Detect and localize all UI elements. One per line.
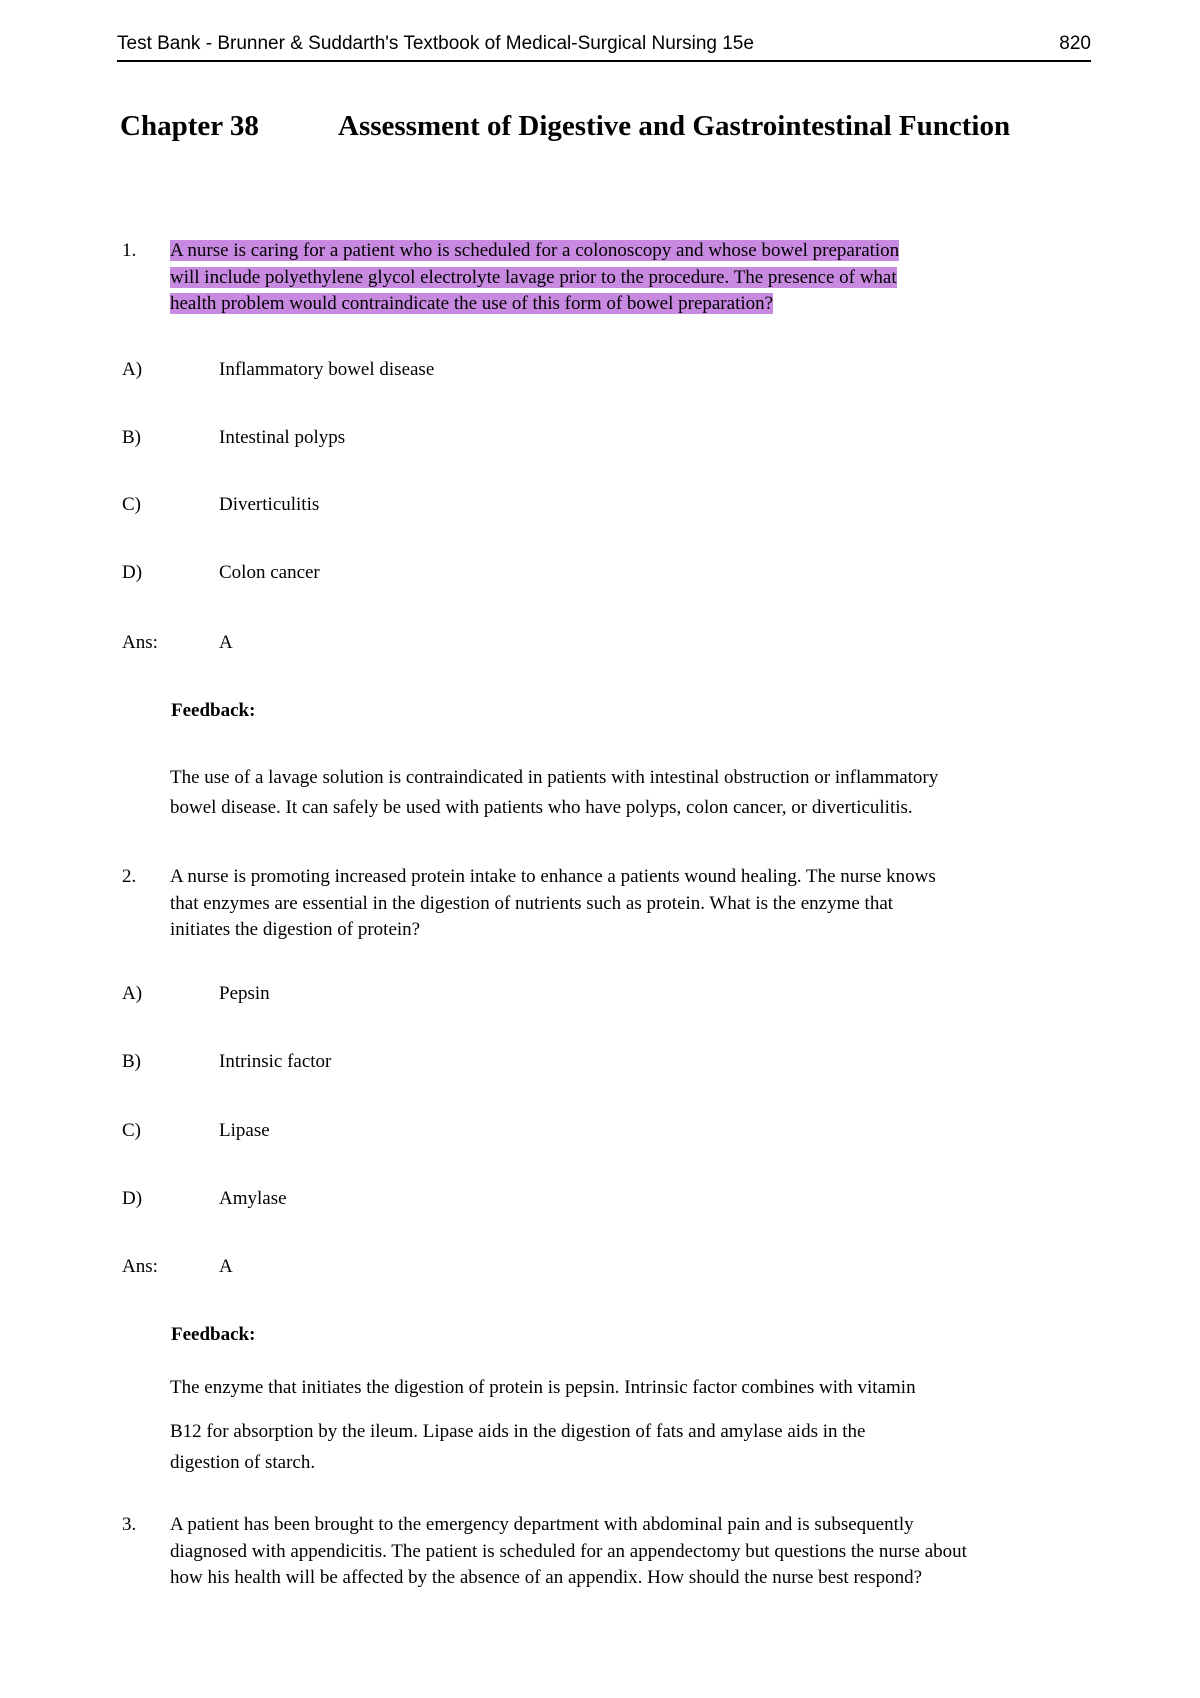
q2-option-a-letter: A) (122, 983, 143, 1004)
question-1-line: A nurse is caring for a patient who is scheduled for a colonoscopy and whose bowel preparation (170, 240, 900, 261)
page-header (117, 28, 1091, 62)
question-3-number: 3. (122, 1514, 137, 1535)
q1-option-b-text: Intestinal polyps (219, 427, 346, 448)
q1-feedback-line: bowel disease. It can safely be used with patients who have polyps, colon cancer, or diverticulitis. (170, 797, 913, 818)
q2-option-c-text: Lipase (219, 1120, 270, 1141)
header-title: Test Bank - Brunner & Suddarth's Textbook of Medical-Surgical Nursing 15e (117, 33, 754, 54)
question-2-line: initiates the digestion of protein? (170, 919, 421, 940)
q2-answer-label: Ans: (122, 1256, 158, 1277)
q1-option-a-letter: A) (122, 359, 143, 380)
question-2-line: A nurse is promoting increased protein intake to enhance a patients wound healing. The nurse knows (170, 866, 936, 887)
q1-option-b-letter: B) (122, 427, 141, 448)
question-1-line: will include polyethylene glycol electrolyte lavage prior to the procedure. The presence of what (170, 266, 897, 288)
q1-option-c-text: Diverticulitis (219, 494, 320, 515)
q2-feedback-line: B12 for absorption by the ileum. Lipase aids in the digestion of fats and amylase aids in the (170, 1421, 866, 1442)
q2-feedback-label: Feedback: (171, 1324, 256, 1345)
question-3-text (170, 1512, 1090, 1592)
q2-option-c-letter: C) (122, 1120, 141, 1141)
question-3-line: A patient has been brought to the emergency department with abdominal pain and is subsequently (170, 1514, 914, 1535)
question-1-number: 1. (122, 240, 137, 261)
q2-answer: A (219, 1256, 233, 1277)
q1-feedback-line: The use of a lavage solution is contraindicated in patients with intestinal obstruction or inflammatory (170, 767, 939, 788)
q2-feedback-line: The enzyme that initiates the digestion of protein is pepsin. Intrinsic factor combines with vitamin (170, 1377, 916, 1398)
question-2-line: that enzymes are essential in the digestion of nutrients such as protein. What is the enzyme that (170, 892, 894, 914)
q2-option-b-text: Intrinsic factor (219, 1051, 332, 1072)
question-3-line: how his health will be affected by the absence of an appendix. How should the nurse best respond? (170, 1567, 923, 1588)
question-1-line: health problem would contraindicate the use of this form of bowel preparation? (170, 293, 774, 314)
question-3-line: diagnosed with appendicitis. The patient is scheduled for an appendectomy but questions the nurse about (170, 1540, 967, 1562)
q1-option-c-letter: C) (122, 494, 141, 515)
q1-option-d-letter: D) (122, 562, 143, 583)
question-2-text (170, 864, 1090, 944)
q2-option-d-text: Amylase (219, 1188, 287, 1209)
q2-option-b-letter: B) (122, 1051, 141, 1072)
page-number: 820 (1059, 33, 1091, 54)
question-1-text (170, 238, 1090, 318)
q1-option-d-text: Colon cancer (219, 562, 320, 583)
q1-option-a-text: Inflammatory bowel disease (219, 359, 435, 380)
chapter-number: Chapter 38 (120, 110, 259, 142)
q1-answer-label: Ans: (122, 632, 158, 653)
q1-answer: A (219, 632, 233, 653)
chapter-title: Assessment of Digestive and Gastrointestinal Function (338, 110, 1011, 142)
q2-option-a-text: Pepsin (219, 983, 270, 1004)
question-2-number: 2. (122, 866, 137, 887)
q1-feedback-label: Feedback: (171, 700, 256, 721)
q2-feedback-line: digestion of starch. (170, 1452, 316, 1473)
q2-option-d-letter: D) (122, 1188, 143, 1209)
